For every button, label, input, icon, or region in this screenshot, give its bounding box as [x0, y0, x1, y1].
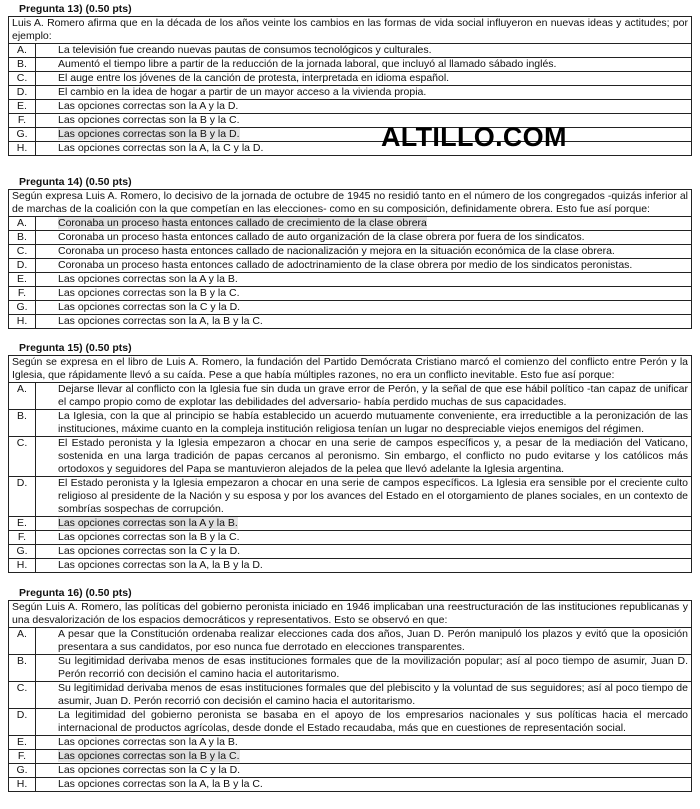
option-text: El cambio en la idea de hogar a partir de un mayor acceso a la vivienda propia. — [58, 86, 427, 98]
option-e[interactable] — [8, 272, 692, 286]
option-letter: E. — [9, 100, 36, 113]
option-text: Las opciones correctas son la B y la C. — [58, 750, 240, 762]
option-h[interactable] — [8, 558, 692, 573]
question-header: Pregunta 15) (0.50 pts) — [19, 342, 132, 354]
option-letter: H. — [9, 315, 36, 328]
option-letter: C. — [9, 245, 36, 258]
option-text: La Iglesia, con la que al principio se había establecido un acuerdo mutuamente conveniente, era irreductible a la peronización de las instituciones, máxime cuanto en la compleja institución religiosa tenían un lugar no despreciable viejos enemigos del régimen. — [58, 410, 688, 435]
option-letter: H. — [9, 778, 36, 791]
option-g[interactable] — [8, 300, 692, 314]
question-15 — [8, 342, 692, 573]
option-text: Coronaba un proceso hasta entonces callado de auto organización de la clase obrera por fuera de los sindicatos. — [58, 231, 585, 243]
option-text: La televisión fue creando nuevas pautas de consumos tecnológicos y culturales. — [58, 44, 432, 56]
question-header: Pregunta 13) (0.50 pts) — [19, 3, 132, 15]
option-f[interactable] — [8, 749, 692, 763]
option-letter: E. — [9, 736, 36, 749]
question-header: Pregunta 16) (0.50 pts) — [19, 587, 132, 599]
option-a[interactable] — [8, 216, 692, 230]
option-letter: A. — [9, 628, 36, 654]
watermark-logo: ALTILLO.COM — [381, 122, 567, 152]
option-letter: G. — [9, 545, 36, 558]
option-text: El auge entre los jóvenes de la canción de protesta, interpretada en idioma español. — [58, 72, 450, 84]
option-g[interactable] — [8, 763, 692, 777]
question-stem: Según se expresa en el libro de Luis A. Romero, la fundación del Partido Demócrata Cristiano marcó el comienzo del conflicto entre Perón y la Iglesia, que rápidamente llevó a su caída. Pese a que había múltiples razones, no era un conflicto inevitable. Esto fue así porque: — [8, 355, 692, 382]
option-letter: F. — [9, 531, 36, 544]
option-text: Coronaba un proceso hasta entonces callado de crecimiento de la clase obrera — [58, 217, 427, 229]
option-letter: A. — [9, 44, 36, 57]
option-letter: B. — [9, 58, 36, 71]
option-text: Su legitimidad derivaba menos de esas instituciones formales que del plebiscito y la voluntad de sus seguidores; así al poco tiempo de asumir, Juan D. Perón recorrió con decisión el camino hacia el autoritarismo. — [58, 682, 688, 707]
option-letter: C. — [9, 437, 36, 476]
option-e[interactable] — [8, 735, 692, 749]
option-text: Coronaba un proceso hasta entonces callado de nacionalización y mejora en la situación económica de la clase obrera. — [58, 245, 615, 257]
option-c[interactable] — [8, 244, 692, 258]
option-d[interactable] — [8, 708, 692, 735]
option-g[interactable] — [8, 544, 692, 558]
option-f[interactable] — [8, 530, 692, 544]
option-text: Coronaba un proceso hasta entonces callado de adoctrinamiento de la clase obrera por medio de los sindicatos peronistas. — [58, 259, 633, 271]
option-a[interactable] — [8, 627, 692, 654]
question-13 — [8, 3, 692, 156]
option-h[interactable] — [8, 314, 692, 329]
option-letter: B. — [9, 231, 36, 244]
option-text: El Estado peronista y la Iglesia empezaron a chocar en una serie de campos específicos. La Iglesia era sensible por el creciente culto religioso al presidente de la Nación y su esposa y por los avances del Estado en el otorgamiento de planes sociales, en un contexto de sombrías sospechas de corrupción. — [58, 477, 688, 515]
option-letter: D. — [9, 477, 36, 516]
option-a[interactable] — [8, 382, 692, 409]
question-16 — [8, 587, 692, 792]
option-letter: D. — [9, 709, 36, 735]
option-letter: F. — [9, 114, 36, 127]
option-text: Las opciones correctas son la B y la C. — [58, 114, 240, 126]
option-text: Su legitimidad derivaba menos de esas instituciones formales que de la movilización popular; así al poco tiempo de asumir, Juan D. Perón recorrió con decisión el camino hacia el autoritarismo. — [58, 655, 688, 680]
option-letter: G. — [9, 128, 36, 141]
option-e[interactable] — [8, 99, 692, 113]
option-d[interactable] — [8, 258, 692, 272]
option-g[interactable] — [8, 127, 692, 141]
question-header: Pregunta 14) (0.50 pts) — [19, 176, 132, 188]
question-14 — [8, 176, 692, 329]
option-text: Las opciones correctas son la B y la D. — [58, 128, 240, 140]
option-text: Las opciones correctas son la A y la B. — [58, 736, 238, 748]
option-letter: E. — [9, 517, 36, 530]
option-text: Las opciones correctas son la C y la D. — [58, 764, 241, 776]
option-text: Aumentó el tiempo libre a partir de la reducción de la jornada laboral, que incluyó al llamado sábado inglés. — [58, 58, 557, 70]
option-letter: C. — [9, 72, 36, 85]
option-f[interactable] — [8, 286, 692, 300]
option-text: Las opciones correctas son la A y la D. — [58, 100, 239, 112]
option-e[interactable] — [8, 516, 692, 530]
option-text: Las opciones correctas son la A, la B y la D. — [58, 559, 263, 571]
option-letter: B. — [9, 655, 36, 681]
option-a[interactable] — [8, 43, 692, 57]
option-letter: E. — [9, 273, 36, 286]
option-letter: H. — [9, 559, 36, 572]
option-text: Las opciones correctas son la A, la C y la D. — [58, 142, 264, 154]
option-d[interactable] — [8, 476, 692, 516]
option-c[interactable] — [8, 436, 692, 476]
option-text: Dejarse llevar al conflicto con la Iglesia fue sin duda un grave error de Perón, y la señal de que ese hábil político -tan capaz de unificar el campo propio como de explotar las debilidades del adversario- había perdido muchas de sus capacidades. — [58, 383, 688, 408]
option-letter: A. — [9, 217, 36, 230]
option-text: Las opciones correctas son la C y la D. — [58, 301, 241, 313]
option-text: Las opciones correctas son la A y la B. — [58, 273, 238, 285]
option-letter: C. — [9, 682, 36, 708]
question-stem: Según Luis A. Romero, las políticas del gobierno peronista iniciado en 1946 implicaban una reestructuración de las instituciones republicanas y una desvalorización de los espacios democráticos y representativos. Esto se observó en que: — [8, 600, 692, 627]
option-text: La legitimidad del gobierno peronista se basaba en el apoyo de los empresarios nacionales y sus políticas hacia el mercado internacional de productos agrícolas, desde donde el Estado recaudaba, más que en cuestiones de representación social. — [58, 709, 688, 734]
option-letter: D. — [9, 86, 36, 99]
option-h[interactable] — [8, 141, 692, 156]
option-f[interactable] — [8, 113, 692, 127]
option-letter: H. — [9, 142, 36, 155]
option-b[interactable] — [8, 654, 692, 681]
option-b[interactable] — [8, 57, 692, 71]
option-letter: F. — [9, 287, 36, 300]
option-text: Las opciones correctas son la B y la C. — [58, 287, 240, 299]
option-letter: D. — [9, 259, 36, 272]
option-b[interactable] — [8, 230, 692, 244]
question-stem: Luis A. Romero afirma que en la década de los años veinte los cambios en las formas de vida social influyeron en nuevas ideas y actitudes; por ejemplo: — [8, 16, 692, 43]
option-c[interactable] — [8, 681, 692, 708]
option-h[interactable] — [8, 777, 692, 792]
option-letter: F. — [9, 750, 36, 763]
question-stem: Según expresa Luis A. Romero, lo decisivo de la jornada de octubre de 1945 no residió tanto en el número de los congregados -quizás inferior al de marchas de la coalición con la que competían en las elecciones- como en su composición, definidamente obrera. Esto fue así porque: — [8, 189, 692, 216]
option-text: Las opciones correctas son la B y la C. — [58, 531, 240, 543]
option-letter: A. — [9, 383, 36, 409]
option-text: Las opciones correctas son la C y la D. — [58, 545, 241, 557]
option-text: El Estado peronista y la Iglesia empezaron a chocar en una serie de campos específicos y, a pesar de la mediación del Vaticano, sostenida en una larga tradición de papas cercanos al peronismo. Sin embargo, el conflicto no pudo evitarse y los católicos más ortodoxos y seguidores del Papa se mantuvieron alejados de la pelea que llevó adelante la Iglesia argentina. — [58, 437, 688, 475]
option-c[interactable] — [8, 71, 692, 85]
option-d[interactable] — [8, 85, 692, 99]
option-text: Las opciones correctas son la A, la B y la C. — [58, 778, 263, 790]
option-letter: G. — [9, 301, 36, 314]
option-letter: G. — [9, 764, 36, 777]
option-b[interactable] — [8, 409, 692, 436]
option-letter: B. — [9, 410, 36, 436]
option-text: Las opciones correctas son la A y la B. — [58, 517, 238, 529]
option-text: Las opciones correctas son la A, la B y la C. — [58, 315, 263, 327]
option-text: A pesar que la Constitución ordenaba realizar elecciones cada dos años, Juan D. Perón manipuló los plazos y evitó que la oposición presentara a sus candidatos, por eso nunca fue derrotado en elecciones transparentes. — [58, 628, 688, 653]
